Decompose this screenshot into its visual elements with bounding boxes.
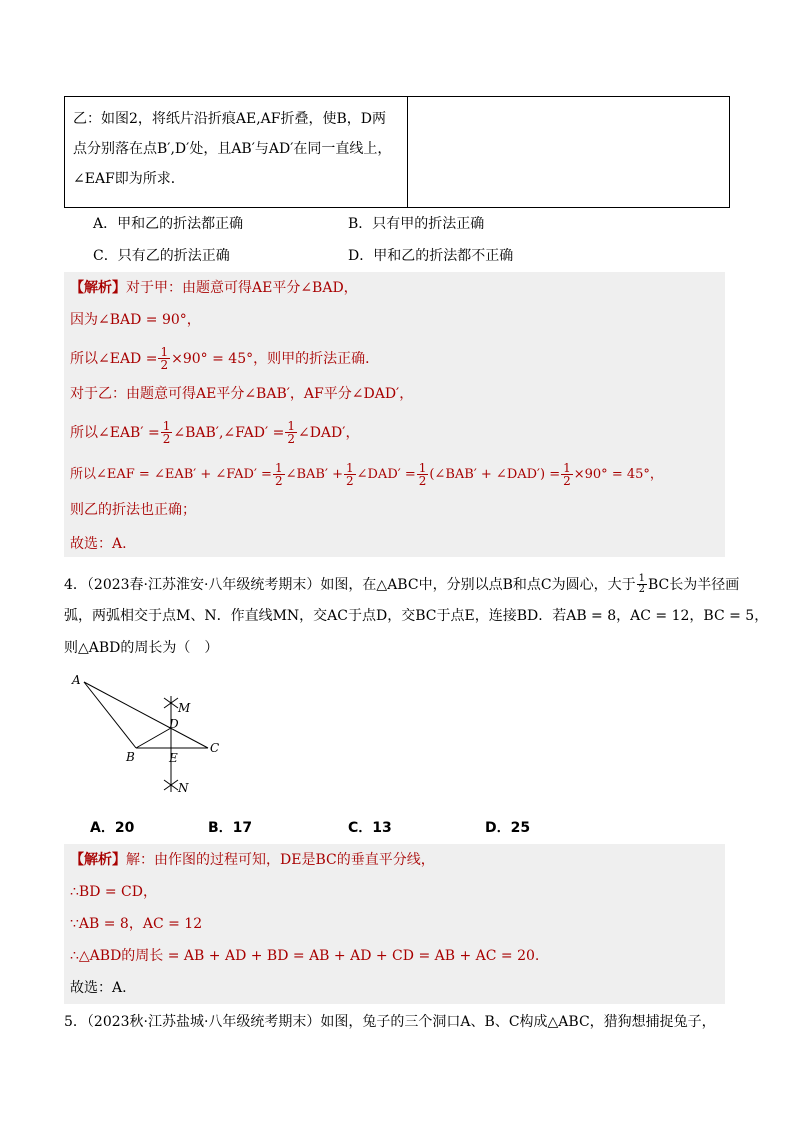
option-d: D．甲和乙的折法都不正确 bbox=[348, 248, 514, 264]
fraction: $\frac{1}{2}$ bbox=[638, 573, 645, 595]
solution-4-line-5: 故选：A. bbox=[70, 980, 127, 996]
label-m: M bbox=[178, 701, 191, 715]
label-c: C bbox=[210, 741, 220, 755]
solution-text: 所以∠EAF = ∠EAB′ + ∠FAD′ = bbox=[70, 466, 272, 482]
segment-ac bbox=[84, 682, 208, 748]
table-cell-yi bbox=[65, 97, 408, 208]
question-5-line-1: 5．（2023秋·江苏盐城·八年级统考期末）如图，兔子的三个洞口A、B、C构成△ABC，猎狗想捕捉兔子， bbox=[64, 1014, 716, 1030]
fraction: $\frac{1}{2}$ bbox=[160, 345, 169, 372]
fraction: $\frac{1}{2}$ bbox=[418, 461, 427, 488]
solution-text: ∠BAB′ + bbox=[285, 466, 343, 482]
question-3-table bbox=[64, 96, 730, 208]
solution-text: 所以∠EAD = bbox=[70, 350, 158, 367]
solution-3-line-3 bbox=[70, 346, 379, 371]
solution-text: ∠DAD′ = bbox=[356, 466, 416, 482]
table-line: ∠EAF即为所求． bbox=[73, 171, 185, 187]
label-d: D bbox=[169, 717, 179, 731]
question-4-line-1 bbox=[64, 574, 739, 595]
solution-4-line-3: ∵AB = 8，AC = 12 bbox=[70, 916, 203, 932]
solution-tag: 【解析】 bbox=[70, 280, 126, 296]
solution-3-line-1 bbox=[70, 278, 358, 298]
option-c: C．只有乙的折法正确 bbox=[93, 248, 230, 264]
solution-text: ∠BAB′,∠FAD′ = bbox=[173, 424, 285, 441]
solution-text: ×90° = 45°， bbox=[573, 466, 663, 482]
solution-4-line-2: ∴BD = CD， bbox=[70, 884, 157, 900]
fraction: $\frac{1}{2}$ bbox=[345, 461, 354, 488]
table-line: 点分别落在点B′,D′处，且AB′与AD′在同一直线上， bbox=[73, 141, 392, 157]
question-4-line-3: 则△ABD的周长为（ ） bbox=[64, 640, 219, 656]
solution-3-line-8: 故选：A. bbox=[70, 536, 127, 552]
solution-text: 解：由作图的过程可知，DE是BC的垂直平分线， bbox=[126, 852, 435, 868]
label-a: A bbox=[72, 673, 81, 687]
option-a: A．甲和乙的折法都正确 bbox=[93, 216, 244, 232]
label-b: B bbox=[126, 750, 135, 764]
segment-bd bbox=[136, 728, 171, 748]
solution-text: ∠DAD′， bbox=[297, 424, 360, 441]
label-n: N bbox=[178, 781, 189, 795]
fraction: $\frac{1}{2}$ bbox=[274, 461, 283, 488]
option-a: A．20 bbox=[90, 820, 135, 836]
segment-ab bbox=[84, 682, 136, 748]
solution-text: (∠BAB′ + ∠DAD′) = bbox=[429, 466, 561, 482]
triangle-figure bbox=[64, 668, 234, 803]
solution-text: 所以∠EAB′ = bbox=[70, 424, 160, 441]
option-b: B．17 bbox=[208, 820, 253, 836]
solution-3-line-7: 则乙的折法也正确； bbox=[70, 502, 196, 518]
question-text: 4．（2023春·江苏淮安·八年级统考期末）如图，在△ABC中，分别以点B和点C为圆心，大于 bbox=[64, 576, 636, 593]
table-line: 乙：如图2，将纸片沿折痕AE,AF折叠，使B，D两 bbox=[73, 111, 387, 127]
table-cell-empty bbox=[408, 97, 730, 208]
solution-4-line-4: ∴△ABD的周长 = AB + AD + BD = AB + AD + CD = AB + AC = 20. bbox=[70, 948, 540, 964]
option-d: D．25 bbox=[485, 820, 531, 836]
solution-3-line-4: 对于乙：由题意可得AE平分∠BAB′，AF平分∠DAD′， bbox=[70, 386, 414, 402]
solution-3-line-6 bbox=[70, 462, 663, 487]
label-e: E bbox=[169, 751, 178, 765]
solution-text: 对于甲：由题意可得AE平分∠BAD， bbox=[126, 280, 358, 296]
question-4-line-2: 弧，两弧相交于点M、N．作直线MN，交AC于点D，交BC于点E，连接BD．若AB = 8，AC = 12，BC = 5， bbox=[64, 608, 769, 624]
fraction: $\frac{1}{2}$ bbox=[563, 461, 571, 488]
solution-tag: 【解析】 bbox=[70, 852, 126, 868]
solution-4-line-1 bbox=[70, 850, 435, 870]
fraction: $\frac{1}{2}$ bbox=[162, 419, 171, 446]
fraction: $\frac{1}{2}$ bbox=[287, 419, 295, 446]
solution-3-line-5 bbox=[70, 420, 359, 445]
option-b: B．只有甲的折法正确 bbox=[348, 216, 485, 232]
solution-3-line-2: 因为∠BAD = 90°， bbox=[70, 312, 201, 328]
option-c: C．13 bbox=[348, 820, 392, 836]
question-text: BC长为半径画 bbox=[647, 576, 740, 593]
solution-text: ×90° = 45°，则甲的折法正确． bbox=[171, 350, 380, 367]
